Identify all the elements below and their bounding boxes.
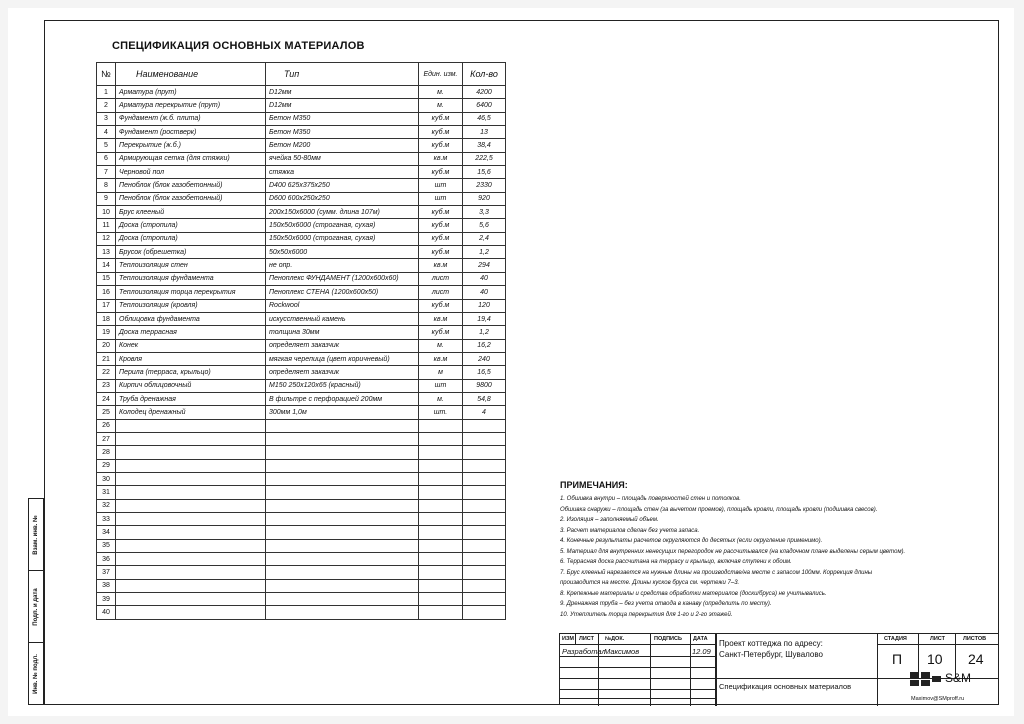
quantity: 1,2: [463, 246, 506, 259]
material-type: [266, 526, 419, 539]
note-item: 2. Изоляция – заполняемый объем.: [560, 517, 659, 523]
material-name: Фундамент (ж.б. плита): [116, 112, 266, 125]
table-row: [97, 486, 506, 499]
material-name: Теплоизоляция торца перекрытия: [116, 286, 266, 299]
unit: [419, 553, 463, 566]
header-name: Наименование: [116, 63, 266, 86]
table-row: [97, 459, 506, 472]
table-row: [97, 299, 506, 312]
quantity: 9800: [463, 379, 506, 392]
material-type: [266, 472, 419, 485]
material-type: D12мм: [266, 99, 419, 112]
quantity: [463, 553, 506, 566]
material-type: [266, 593, 419, 606]
material-type: [266, 513, 419, 526]
quantity: [463, 419, 506, 432]
project-line-1: Проект коттеджа по адресу:: [719, 639, 823, 648]
material-type: 300мм 1,0м: [266, 406, 419, 419]
row-number: 35: [97, 539, 116, 552]
row-number: 21: [97, 352, 116, 365]
row-number: 8: [97, 179, 116, 192]
material-name: [116, 459, 266, 472]
material-name: [116, 526, 266, 539]
row-number: 11: [97, 219, 116, 232]
note-item: Обшивка снаружи – площадь стен (за вычетом проемов), площадь кровли, площадь кровли (подшивка свесов).: [560, 506, 878, 513]
table-row: [97, 553, 506, 566]
material-type: [266, 566, 419, 579]
unit: [419, 499, 463, 512]
stamp-header-doc: №ДОК.: [605, 636, 625, 642]
unit: [419, 446, 463, 459]
row-number: 33: [97, 513, 116, 526]
table-row: [97, 166, 506, 179]
material-name: Конек: [116, 339, 266, 352]
unit: [419, 513, 463, 526]
quantity: 1,2: [463, 326, 506, 339]
quantity: 13: [463, 126, 506, 139]
material-name: Доска (стропила): [116, 219, 266, 232]
material-type: определяет заказчик: [266, 339, 419, 352]
material-name: Облицовка фундамента: [116, 312, 266, 325]
unit: [419, 566, 463, 579]
row-number: 3: [97, 112, 116, 125]
row-number: 28: [97, 446, 116, 459]
quantity: [463, 486, 506, 499]
material-name: Арматура перекрытие (прут): [116, 99, 266, 112]
table-row: [97, 126, 506, 139]
quantity: 46,5: [463, 112, 506, 125]
material-name: Труба дренажная: [116, 392, 266, 405]
materials-table: [96, 62, 506, 620]
row-number: 40: [97, 606, 116, 619]
row-number: 15: [97, 272, 116, 285]
quantity: [463, 432, 506, 445]
row-number: 1: [97, 86, 116, 99]
stage-label: СТАДИЯ: [884, 636, 907, 642]
table-row: [97, 539, 506, 552]
unit: куб.м: [419, 139, 463, 152]
material-name: [116, 539, 266, 552]
side-cell: [29, 571, 43, 643]
quantity: 15,6: [463, 166, 506, 179]
table-row: [97, 112, 506, 125]
material-type: [266, 459, 419, 472]
unit: лист: [419, 286, 463, 299]
material-type: не опр.: [266, 259, 419, 272]
unit: [419, 606, 463, 619]
material-name: Пеноблок (блок газобетонный): [116, 179, 266, 192]
table-row: [97, 312, 506, 325]
unit: [419, 539, 463, 552]
note-item: 1. Обшивка внутри – площадь поверхностей стен и потолков.: [560, 496, 741, 502]
row-number: 12: [97, 232, 116, 245]
row-number: 24: [97, 392, 116, 405]
material-name: Фундамент (ростверк): [116, 126, 266, 139]
material-type: толщина 30мм: [266, 326, 419, 339]
table-row: [97, 606, 506, 619]
material-name: Колодец дренажный: [116, 406, 266, 419]
table-row: [97, 259, 506, 272]
row-number: 13: [97, 246, 116, 259]
table-row: [97, 566, 506, 579]
quantity: [463, 472, 506, 485]
row-number: 23: [97, 379, 116, 392]
table-header-row: [97, 63, 506, 86]
header-unit: Един. изм.: [419, 63, 463, 86]
header-number: №: [97, 63, 116, 86]
note-item: 4. Конечные результаты расчетов округляются до десятых (если округление применимо).: [560, 538, 823, 544]
sheet-title: Спецификация основных материалов: [719, 682, 852, 691]
quantity: 2330: [463, 179, 506, 192]
unit: м.: [419, 392, 463, 405]
unit: м.: [419, 339, 463, 352]
row-number: 29: [97, 459, 116, 472]
stamp-role: Разработал: [562, 647, 606, 656]
note-item: 7. Брус клееный нарезается на нужные длины на производстве/на месте с запасом 100мм. Коррекция длины: [560, 569, 873, 576]
quantity: 4: [463, 406, 506, 419]
material-type: ячейка 50-80мм: [266, 152, 419, 165]
quantity: [463, 539, 506, 552]
table-row: [97, 352, 506, 365]
material-type: [266, 553, 419, 566]
header-type: Тип: [266, 63, 419, 86]
quantity: 38,4: [463, 139, 506, 152]
table-row: [97, 272, 506, 285]
quantity: 222,5: [463, 152, 506, 165]
row-number: 39: [97, 593, 116, 606]
note-item: 6. Террасная доска рассчитана на террасу и крыльцо, включая ступени к обоим.: [560, 559, 792, 565]
material-name: Брусок (обрешетка): [116, 246, 266, 259]
table-row: [97, 366, 506, 379]
material-type: [266, 432, 419, 445]
unit: кв.м: [419, 352, 463, 365]
unit: куб.м: [419, 326, 463, 339]
material-name: Армирующая сетка (для стяжки): [116, 152, 266, 165]
side-cell: [29, 643, 43, 704]
material-type: 150х50х6000 (строганая, сухая): [266, 232, 419, 245]
project-line-2: Санкт-Петербург, Шувалово: [719, 650, 823, 659]
unit: куб.м: [419, 299, 463, 312]
sheet-value: 10: [927, 651, 943, 667]
quantity: 920: [463, 192, 506, 205]
unit: шт: [419, 179, 463, 192]
unit: [419, 459, 463, 472]
quantity: 5,6: [463, 219, 506, 232]
quantity: 16,2: [463, 339, 506, 352]
material-type: [266, 446, 419, 459]
row-number: 7: [97, 166, 116, 179]
material-type: определяет заказчик: [266, 366, 419, 379]
material-name: [116, 566, 266, 579]
sheets-value: 24: [968, 651, 984, 667]
table-row: [97, 179, 506, 192]
material-name: Теплоизоляция (кровля): [116, 299, 266, 312]
unit: шт.: [419, 406, 463, 419]
table-row: [97, 232, 506, 245]
unit: [419, 472, 463, 485]
unit: куб.м: [419, 206, 463, 219]
material-name: [116, 579, 266, 592]
material-name: Кирпич облицовочный: [116, 379, 266, 392]
table-row: [97, 139, 506, 152]
title-block: [559, 633, 999, 705]
material-name: Теплоизоляция стен: [116, 259, 266, 272]
row-number: 30: [97, 472, 116, 485]
material-name: [116, 593, 266, 606]
unit: [419, 432, 463, 445]
material-name: Брус клееный: [116, 206, 266, 219]
material-type: искусственный камень: [266, 312, 419, 325]
stamp-header-sheet: ЛИСТ: [579, 636, 595, 642]
material-name: Кровля: [116, 352, 266, 365]
material-type: D600 600х250х250: [266, 192, 419, 205]
quantity: 54,8: [463, 392, 506, 405]
row-number: 38: [97, 579, 116, 592]
material-type: мягкая черепица (цвет коричневый): [266, 352, 419, 365]
quantity: [463, 499, 506, 512]
table-row: [97, 339, 506, 352]
note-item: производится на месте. Длины кусков бруса см. чертежи 7–3.: [560, 580, 740, 586]
row-number: 19: [97, 326, 116, 339]
row-number: 32: [97, 499, 116, 512]
stage-value: П: [892, 651, 903, 667]
row-number: 14: [97, 259, 116, 272]
material-type: М150 250х120х65 (красный): [266, 379, 419, 392]
header-quantity: Кол-во: [463, 63, 506, 86]
row-number: 25: [97, 406, 116, 419]
row-number: 6: [97, 152, 116, 165]
unit: м.: [419, 99, 463, 112]
table-row: [97, 579, 506, 592]
stamp-header-signature: ПОДПИСЬ: [654, 636, 682, 642]
table-row: [97, 419, 506, 432]
row-number: 9: [97, 192, 116, 205]
row-number: 16: [97, 286, 116, 299]
quantity: [463, 566, 506, 579]
quantity: [463, 513, 506, 526]
notes-title: ПРИМЕЧАНИЯ:: [560, 480, 628, 490]
material-type: [266, 486, 419, 499]
material-type: Бетон М350: [266, 126, 419, 139]
unit: м: [419, 366, 463, 379]
company-email: Maximov@SMproff.ru: [911, 696, 965, 702]
unit: м.: [419, 86, 463, 99]
row-number: 27: [97, 432, 116, 445]
table-row: [97, 326, 506, 339]
note-item: 3. Расчет материалов сделан без учета запаса.: [560, 527, 700, 534]
quantity: 3,3: [463, 206, 506, 219]
unit: шт: [419, 379, 463, 392]
table-row: [97, 286, 506, 299]
unit: [419, 593, 463, 606]
specification-title: СПЕЦИФИКАЦИЯ ОСНОВНЫХ МАТЕРИАЛОВ: [112, 40, 365, 52]
unit: куб.м: [419, 219, 463, 232]
material-name: Пеноблок (блок газобетонный): [116, 192, 266, 205]
table-row: [97, 499, 506, 512]
table-row: [97, 593, 506, 606]
note-item: 8. Крепежные материалы и средства обработки материалов (доски/бруса) не учитывались.: [560, 590, 827, 597]
unit: куб.м: [419, 112, 463, 125]
unit: куб.м: [419, 166, 463, 179]
material-name: Доска террасная: [116, 326, 266, 339]
row-number: 17: [97, 299, 116, 312]
material-name: [116, 472, 266, 485]
note-item: 10. Утеплитель торца перекрытия для 1-го и 2-го этажей.: [560, 611, 733, 618]
quantity: [463, 593, 506, 606]
row-number: 31: [97, 486, 116, 499]
table-row: [97, 379, 506, 392]
material-name: Арматура (прут): [116, 86, 266, 99]
stamp-author: Максимов: [604, 647, 640, 656]
material-type: 150х50х6000 (строганая, сухая): [266, 219, 419, 232]
row-number: 20: [97, 339, 116, 352]
material-type: Пеноплекс ФУНДАМЕНТ (1200х600х60): [266, 272, 419, 285]
quantity: [463, 459, 506, 472]
quantity: [463, 526, 506, 539]
material-type: [266, 499, 419, 512]
material-type: В фильтре с перфорацией 200мм: [266, 392, 419, 405]
material-name: Теплоизоляция фундамента: [116, 272, 266, 285]
material-name: [116, 432, 266, 445]
note-item: 9. Дренажная труба – без учета отвода в канаву (определить по месту).: [560, 601, 772, 607]
stamp-header-change: ИЗМ: [562, 636, 574, 642]
unit: [419, 419, 463, 432]
material-type: стяжка: [266, 166, 419, 179]
table-row: [97, 192, 506, 205]
material-name: Доска (стропила): [116, 232, 266, 245]
table-row: [97, 152, 506, 165]
material-type: 200х150х6000 (сумм. длина 107м): [266, 206, 419, 219]
quantity: 120: [463, 299, 506, 312]
table-row: [97, 86, 506, 99]
material-name: Перила (терраса, крыльцо): [116, 366, 266, 379]
material-name: Черновой пол: [116, 166, 266, 179]
row-number: 5: [97, 139, 116, 152]
row-number: 36: [97, 553, 116, 566]
table-row: [97, 432, 506, 445]
logo-mark-icon: [910, 672, 942, 686]
material-type: D12мм: [266, 86, 419, 99]
unit: [419, 526, 463, 539]
side-stamp: [28, 498, 44, 705]
quantity: [463, 579, 506, 592]
notes-block: [560, 480, 990, 620]
unit: [419, 579, 463, 592]
material-type: [266, 419, 419, 432]
logo-text: S&M: [945, 671, 972, 685]
row-number: 22: [97, 366, 116, 379]
row-number: 26: [97, 419, 116, 432]
row-number: 34: [97, 526, 116, 539]
material-type: [266, 579, 419, 592]
quantity: 19,4: [463, 312, 506, 325]
material-name: [116, 446, 266, 459]
unit: куб.м: [419, 126, 463, 139]
material-name: [116, 553, 266, 566]
material-type: [266, 606, 419, 619]
sheet-label: ЛИСТ: [930, 636, 946, 642]
material-type: Пеноплекс СТЕНА (1200х600х50): [266, 286, 419, 299]
table-row: [97, 206, 506, 219]
side-label-replaced-inv: Взам. инв. №: [33, 514, 39, 555]
quantity: 294: [463, 259, 506, 272]
unit: [419, 486, 463, 499]
quantity: 6400: [463, 99, 506, 112]
table-row: [97, 219, 506, 232]
table-row: [97, 246, 506, 259]
unit: кв.м: [419, 259, 463, 272]
material-type: D400 625х375х250: [266, 179, 419, 192]
quantity: [463, 446, 506, 459]
quantity: 4200: [463, 86, 506, 99]
row-number: 4: [97, 126, 116, 139]
stamp-header-date: ДАТА: [693, 636, 708, 642]
unit: лист: [419, 272, 463, 285]
unit: кв.м: [419, 312, 463, 325]
note-item: 5. Материал для внутренних ненесущих перегородок не рассчитывался (на кладочном плане выделены серым цветом).: [560, 548, 906, 555]
row-number: 37: [97, 566, 116, 579]
material-type: Rockwool: [266, 299, 419, 312]
material-name: [116, 513, 266, 526]
row-number: 10: [97, 206, 116, 219]
table-row: [97, 392, 506, 405]
table-row: [97, 99, 506, 112]
material-name: [116, 419, 266, 432]
table-row: [97, 526, 506, 539]
row-number: 2: [97, 99, 116, 112]
table-row: [97, 513, 506, 526]
unit: куб.м: [419, 246, 463, 259]
table-row: [97, 472, 506, 485]
material-type: [266, 539, 419, 552]
quantity: 240: [463, 352, 506, 365]
side-label-signature-date: Подп. и дата: [33, 587, 39, 626]
unit: куб.м: [419, 232, 463, 245]
unit: кв.м: [419, 152, 463, 165]
material-name: [116, 486, 266, 499]
quantity: 16,5: [463, 366, 506, 379]
sheets-label: ЛИСТОВ: [963, 636, 987, 642]
material-name: [116, 606, 266, 619]
material-name: Перекрытие (ж.б.): [116, 139, 266, 152]
stamp-date: 12.09: [692, 647, 711, 656]
row-number: 18: [97, 312, 116, 325]
quantity: [463, 606, 506, 619]
unit: шт: [419, 192, 463, 205]
table-row: [97, 446, 506, 459]
material-type: 50х50х6000: [266, 246, 419, 259]
quantity: 2,4: [463, 232, 506, 245]
quantity: 40: [463, 286, 506, 299]
quantity: 40: [463, 272, 506, 285]
side-cell: [29, 499, 43, 571]
material-name: [116, 499, 266, 512]
table-row: [97, 406, 506, 419]
material-type: Бетон М200: [266, 139, 419, 152]
side-label-original-inv: Инв. № подл.: [33, 653, 39, 694]
material-type: Бетон М350: [266, 112, 419, 125]
